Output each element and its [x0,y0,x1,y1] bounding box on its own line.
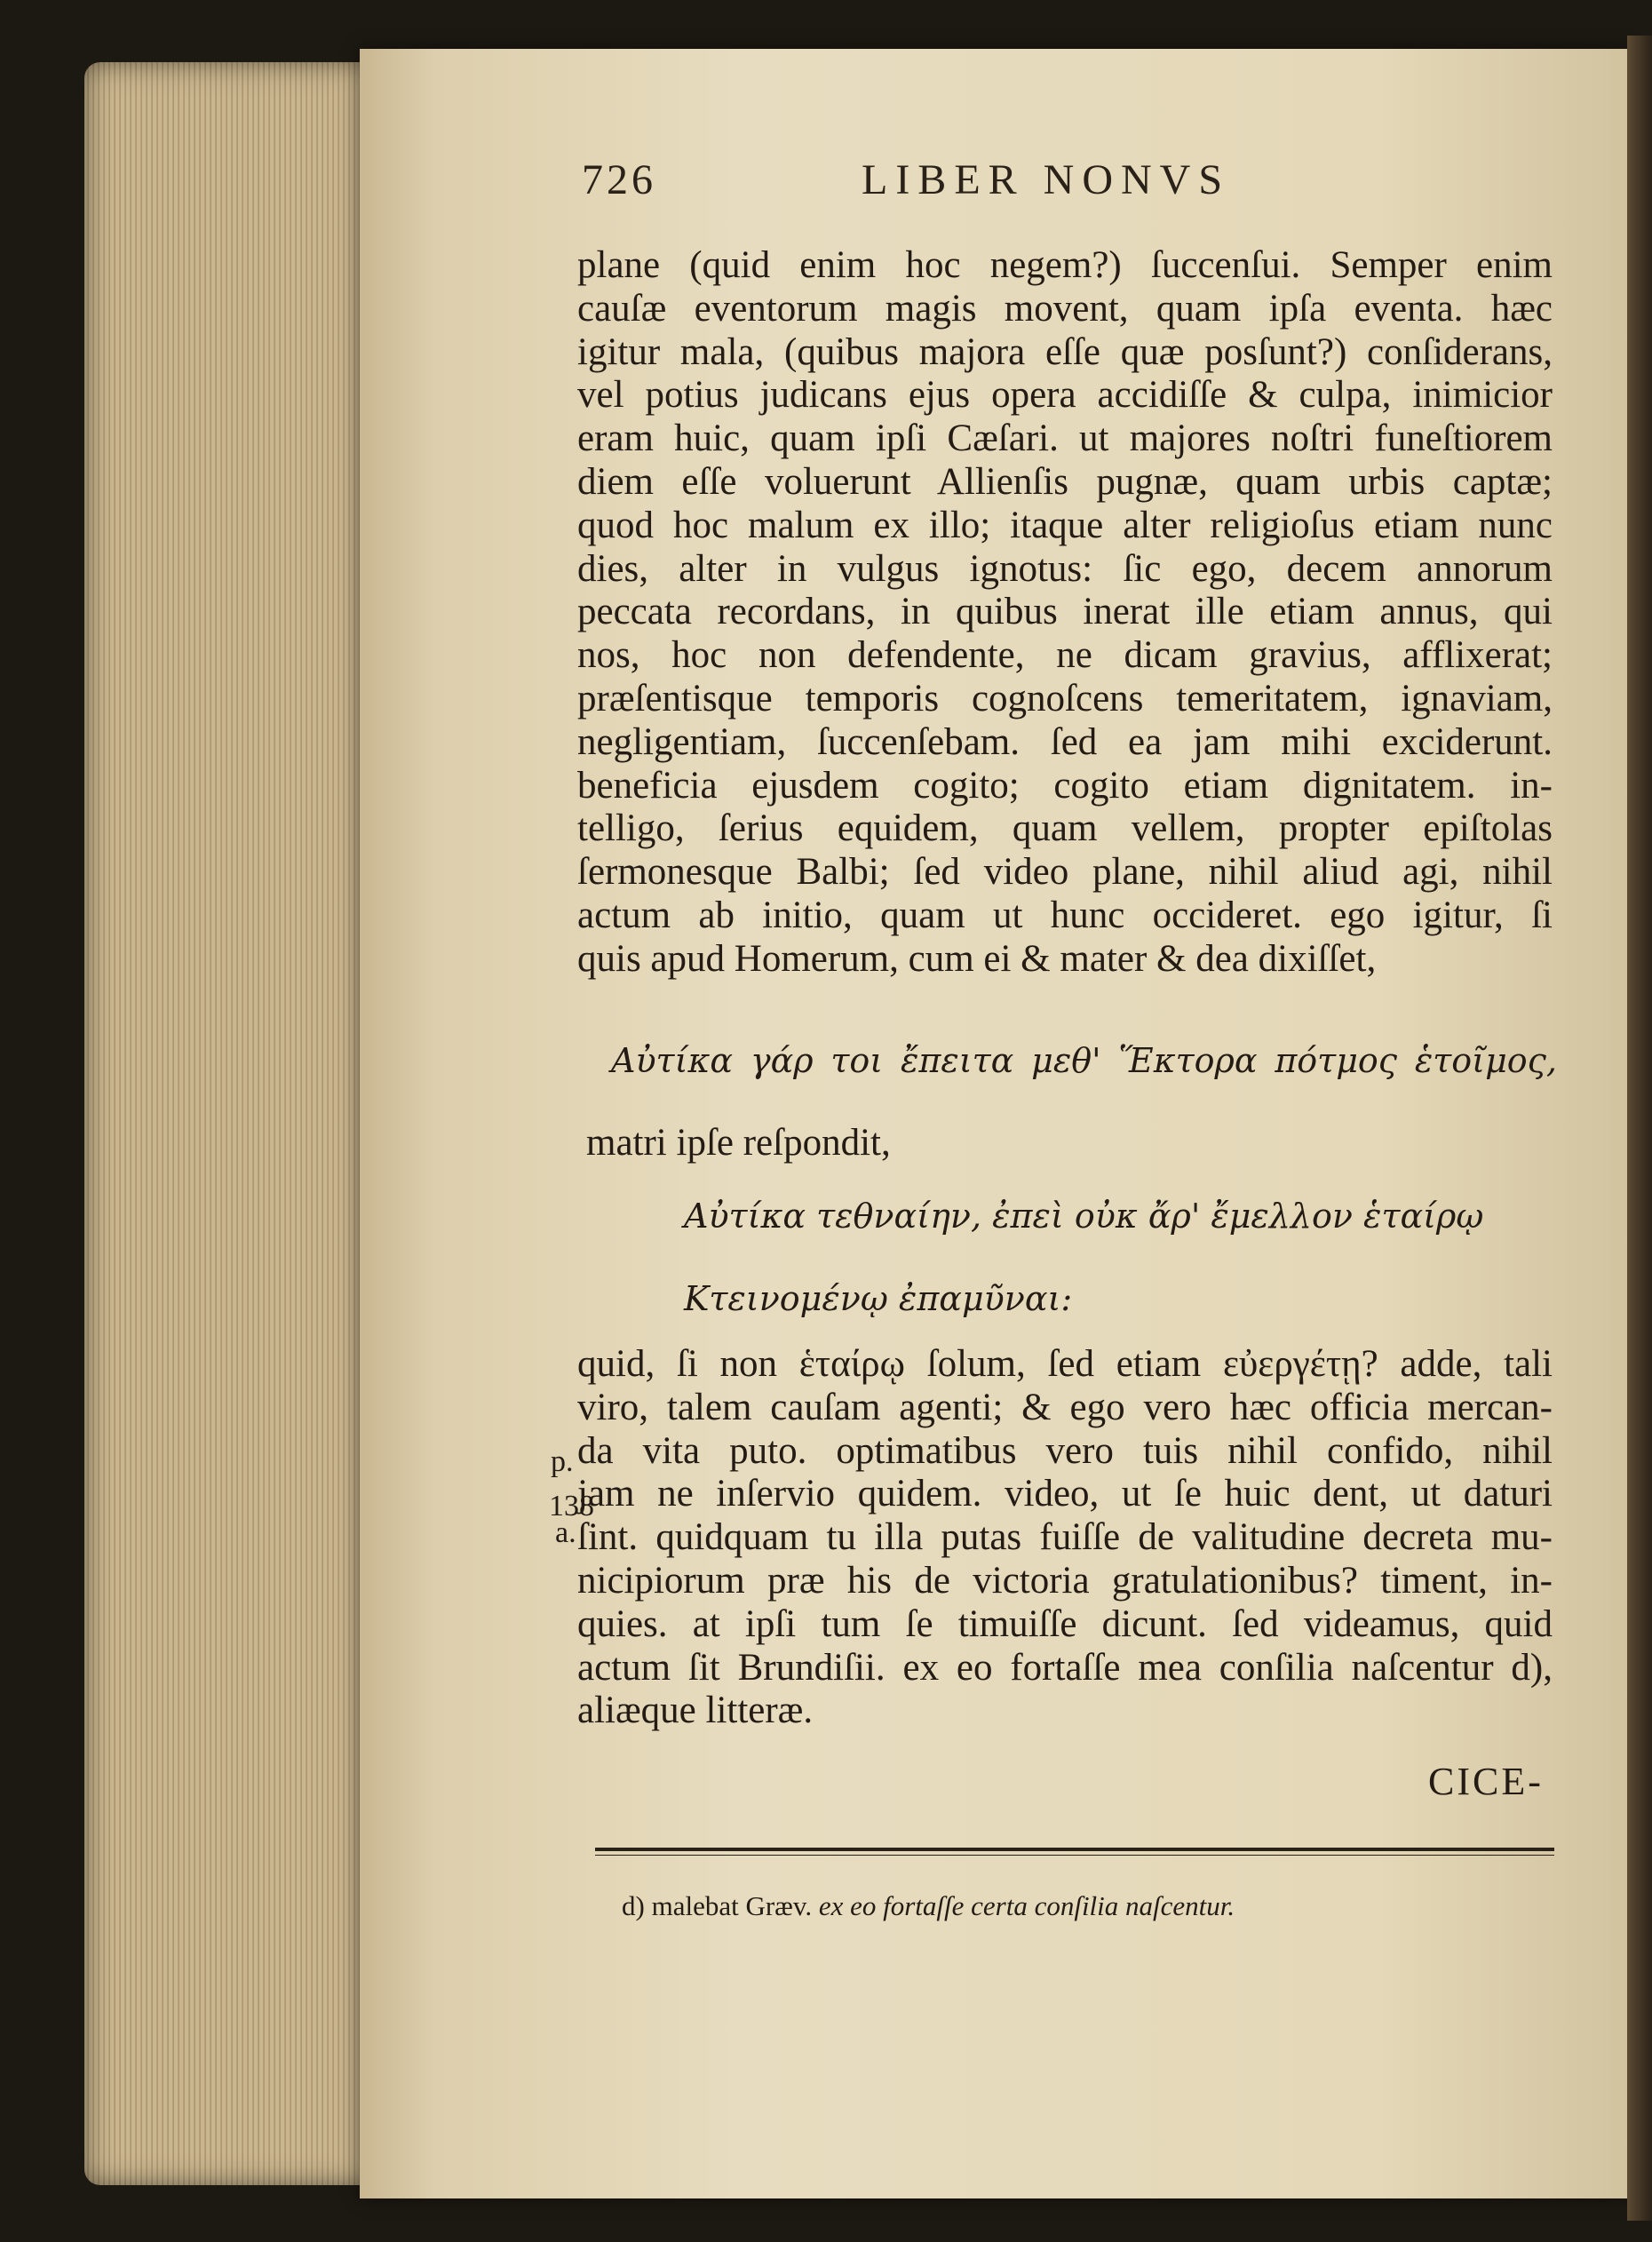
text-line: quis apud Homerum, cum ei & mater & dea dixiſſet, [577,937,1377,980]
footnote-marker: d) [622,1890,645,1921]
facing-page-edge [1627,36,1652,2221]
text-line: quid, ſi non ἑταίρῳ ſolum, ſed etiam εὐεργέτῃ? adde, tali [577,1343,1553,1385]
page-edges [84,62,369,2185]
greek-quote-line: Αὐτίκα τεθναίην, ἐπεὶ οὐκ ἄρ' ἔμελλον ἑταίρῳ [684,1197,1484,1236]
greek-quote-line: Κτεινομένῳ ἐπαμῦναι: [684,1279,1073,1318]
footnote-rule [595,1855,1554,1856]
text-line: diem eſſe voluerunt Allienſis pugnæ, quam urbis captæ; [577,460,1553,503]
footnote-rule [595,1848,1554,1851]
footnote-italic: ex eo fortaſſe certa conſilia naſcentur. [818,1890,1235,1921]
text-line: cauſæ eventorum magis movent, quam ipſa eventa. hæc [577,287,1553,330]
running-head: LIBER NONVS [862,156,1231,203]
page-number: 726 [582,156,656,203]
paragraph-1 [577,244,1553,982]
footnote [622,1890,1235,1922]
text-line: nicipiorum præ his de victoria gratulationibus? timent, in- [577,1559,1553,1602]
text-line: ſermonesque Balbi; ſed video plane, nihil aliud agi, nihil [577,851,1553,894]
text-line: jam ne inſervio quidem. video, ut ſe huic dent, ut daturi [577,1473,1553,1515]
margin-note: 138 [549,1490,594,1522]
text-line: præſentisque temporis cognoſcens temeritatem, ignaviam, [577,677,1553,720]
text-line: da vita puto. optimatibus vero tuis nihil confido, nihil [577,1429,1553,1472]
text-line: viro, talem cauſam agenti; & ego vero hæc officia mercan- [577,1386,1553,1428]
margin-note: p. [551,1445,574,1478]
paragraph-2 [577,1343,1553,1733]
text-line: igitur mala, (quibus majora eſſe quæ posſunt?) conſiderans, [577,330,1553,373]
text-line: dies, alter in vulgus ignotus: ſic ego, decem annorum [577,547,1553,590]
text-line: plane (quid enim hoc negem?) ſuccenſui. Semper enim [577,244,1553,286]
text-line: actum ſit Brundiſii. ex eo fortaſſe mea conſilia naſcentur d), [577,1646,1553,1689]
intro-line: matri ipſe reſpondit, [586,1122,891,1164]
text-line: telligo, ſerius equidem, quam vellem, propter epiſtolas [577,807,1553,850]
catchword: CICE- [1428,1760,1544,1803]
text-line: aliæque litteræ. [577,1689,814,1732]
greek-quote-line: Αὐτίκα γάρ τοι ἔπειτα μεθ' Ἕκτορα πότμος ἑτοῖμος, [611,1041,1557,1080]
text-line: quies. at ipſi tum ſe timuiſſe dicunt. ſed videamus, quid [577,1602,1553,1645]
margin-note: a. [555,1516,576,1549]
text-line: peccata recordans, in quibus inerat ille etiam annus, qui [577,591,1553,633]
text-line: ſint. quidquam tu illa putas fuiſſe de valitudine decreta mu- [577,1516,1553,1559]
text-line: quod hoc malum ex illo; itaque alter religioſus etiam nunc [577,504,1553,546]
text-line: nos, hoc non defendente, ne dicam gravius, afflixerat; [577,634,1553,677]
text-line: eram huic, quam ipſi Cæſari. ut majores noſtri funeſtiorem [577,417,1553,460]
text-line: vel potius judicans ejus opera accidiſſe & culpa, inimicior [577,374,1553,417]
text-line: beneficia ejusdem cogito; cogito etiam dignitatem. in- [577,764,1553,807]
text-line: actum ab initio, quam ut hunc occideret. ego igitur, ſi [577,894,1553,936]
text-line: negligentiam, ſuccenſebam. ſed ea jam mihi exciderunt. [577,720,1553,763]
footnote-text: malebat Græv. [651,1890,813,1921]
